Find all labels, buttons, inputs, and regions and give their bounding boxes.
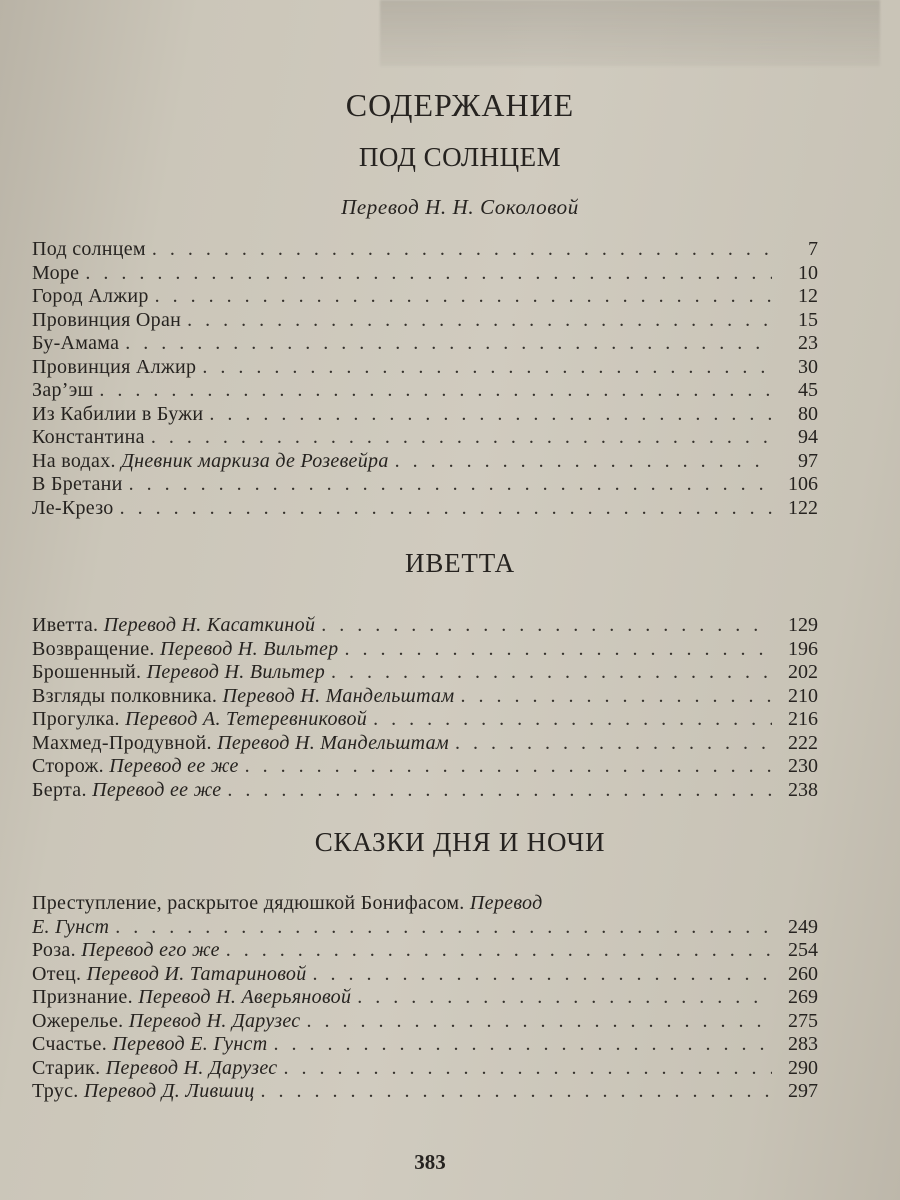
dot-leader <box>261 1080 772 1104</box>
dot-leader <box>187 309 772 333</box>
dot-leader <box>395 450 772 474</box>
toc-entry-title <box>32 638 338 662</box>
toc-entry <box>32 497 818 521</box>
toc-entry-work-title: Признание. <box>32 986 133 1008</box>
toc-entry-page: 238 <box>788 778 818 801</box>
dot-leader <box>152 238 772 262</box>
toc-entry-work-title: Провинция Алжир <box>32 355 197 378</box>
toc-entry-page: 80 <box>798 402 818 425</box>
toc-entry-note: Перевод его же <box>81 939 220 961</box>
dot-leader <box>85 262 772 286</box>
toc-entry <box>32 1010 818 1034</box>
dot-leader <box>373 708 772 732</box>
toc-entry-title <box>32 285 149 309</box>
toc-entry <box>32 614 818 638</box>
dot-leader <box>331 661 772 685</box>
dot-leader <box>226 939 772 963</box>
toc-entry-note: Перевод А. Тетеревниковой <box>125 708 368 730</box>
toc-entry-work-title: Берта. <box>32 778 87 801</box>
section-title-skazki: СКАЗКИ ДНЯ И НОЧИ <box>314 827 606 857</box>
toc-entry-note: Перевод Н. Аверьяновой <box>138 986 352 1008</box>
toc-entry-title <box>32 661 325 685</box>
toc-entry <box>32 332 818 356</box>
dot-leader <box>227 779 772 803</box>
toc-entry-title <box>32 262 79 286</box>
toc-entry <box>32 708 818 732</box>
dot-leader <box>129 473 772 497</box>
dot-leader <box>151 426 772 450</box>
toc-entry <box>32 939 818 963</box>
toc-entry-note: Перевод Е. Гунст <box>112 1033 268 1055</box>
toc-entry <box>32 963 818 987</box>
toc-entry-work-title: Махмед-Продувной. <box>32 731 212 754</box>
toc-entry-title <box>32 779 221 803</box>
section-title-pod-solncem: ПОД СОЛНЦЕМ <box>358 142 562 172</box>
toc-entry-title <box>32 939 220 963</box>
toc-entry-page: 210 <box>788 684 818 707</box>
toc-entry-title <box>32 450 389 474</box>
toc-entry-page: 12 <box>798 285 818 307</box>
dot-leader <box>115 916 772 940</box>
toc-entry-page: 222 <box>788 731 818 754</box>
toc-entry-note: Перевод Д. Лившиц <box>83 1080 255 1102</box>
dot-leader <box>245 755 772 779</box>
toc-entry <box>32 238 818 262</box>
toc-entry-page: 260 <box>788 962 818 985</box>
toc-entry-title <box>32 1080 255 1104</box>
toc-entry-work-title: Бу-Амама <box>32 332 120 354</box>
toc-entry-title <box>32 356 196 380</box>
toc-entry-work-title: Иветта. <box>32 614 99 636</box>
toc-entry-title <box>32 614 315 638</box>
toc-entry-title <box>32 238 146 262</box>
toc-entry <box>32 986 818 1010</box>
toc-entry-page: 283 <box>788 1033 818 1055</box>
toc-entry-title <box>32 426 145 450</box>
toc-entry-note: Перевод Н. Дарузес <box>128 1009 301 1032</box>
toc-entry <box>32 473 818 497</box>
toc-entry-title <box>32 1010 300 1034</box>
toc-entry-page: 290 <box>788 1056 818 1079</box>
toc-entry-work-title: Из Кабилии в Бужи <box>32 402 204 425</box>
toc-entry-work-title: Зар’эш <box>32 379 94 401</box>
toc-entry <box>32 403 818 427</box>
toc-entry-title <box>32 986 351 1010</box>
toc-entry-title <box>32 1057 277 1081</box>
toc-entry-note: Перевод Н. Дарузес <box>105 1056 278 1079</box>
toc-entry-note: Дневник маркиза де Розевейра <box>121 449 389 472</box>
toc-entry-title <box>32 473 123 497</box>
table-of-contents <box>32 78 818 1104</box>
toc-entry-title <box>32 497 114 521</box>
toc-entry-page: 202 <box>788 661 818 683</box>
dot-leader <box>202 356 772 380</box>
toc-entry-title <box>32 309 181 333</box>
toc-entry-work-title: Ле-Крезо <box>32 496 114 519</box>
dot-leader <box>313 963 772 987</box>
toc-entry-note: Перевод ее же <box>92 778 222 801</box>
dot-leader <box>460 685 772 709</box>
toc-entry-work-title: Трус. <box>32 1080 79 1102</box>
toc-entry-note: Перевод Н. Вильтер <box>160 637 339 660</box>
toc-entry <box>32 638 818 662</box>
toc-entry-work-title: Прогулка. <box>32 708 120 730</box>
dot-leader <box>344 638 772 662</box>
bleed-through-text <box>380 0 880 66</box>
toc-entry-page: 45 <box>798 379 818 401</box>
section-title-ivetta: ИВЕТТА <box>405 548 515 578</box>
toc-entry-work-title: Сторож. <box>32 755 104 777</box>
toc-entry-page: 269 <box>788 986 818 1008</box>
toc-entry-page: 94 <box>798 426 818 448</box>
toc-entry-page: 122 <box>788 496 818 519</box>
toc-entry-page: 106 <box>788 473 818 495</box>
toc-entry-title <box>32 892 543 916</box>
toc-entry <box>32 1057 818 1081</box>
dot-leader <box>125 332 772 356</box>
dot-leader <box>357 986 772 1010</box>
toc-entry-title <box>32 963 307 987</box>
toc-entry-note: Перевод Н. Мандельштам <box>217 731 450 754</box>
toc-entry <box>32 1033 818 1057</box>
toc-entry <box>32 755 818 779</box>
toc-entry-page: 23 <box>798 332 818 354</box>
toc-entry-page: 30 <box>798 355 818 378</box>
toc-entry-title <box>32 403 203 427</box>
toc-entry-work-title: Провинция Оран <box>32 308 182 331</box>
toc-entry-work-title: Под солнцем <box>32 238 146 260</box>
contents-heading: СОДЕРЖАНИЕ <box>345 87 575 123</box>
toc-entry-work-title: Ожерелье. <box>32 1009 124 1032</box>
toc-entry <box>32 285 818 309</box>
toc-entry-work-title: Море <box>32 261 80 284</box>
toc-entry-page: 230 <box>788 755 818 777</box>
dot-leader <box>283 1057 772 1081</box>
toc-entry-work-title: На водах. <box>32 449 116 472</box>
toc-entry-work-title: Старик. <box>32 1056 101 1079</box>
toc-entry-work-title: В Бретани <box>32 473 123 495</box>
toc-entry-page: 254 <box>788 939 818 961</box>
section-entries-skazki <box>32 892 818 1104</box>
toc-entry-page: 196 <box>788 637 818 660</box>
section-entries-ivetta <box>32 614 818 802</box>
toc-entry <box>32 661 818 685</box>
dot-leader <box>209 403 772 427</box>
toc-entry <box>32 309 818 333</box>
toc-entry-page: 97 <box>798 449 818 472</box>
toc-entry <box>32 356 818 380</box>
toc-entry-work-title: Счастье. <box>32 1033 108 1055</box>
section-entries-pod-solncem <box>32 238 818 520</box>
toc-entry <box>32 779 818 803</box>
toc-entry-page: 129 <box>788 614 818 636</box>
toc-entry-page: 216 <box>788 708 818 730</box>
toc-entry-work-title: Роза. <box>32 939 76 961</box>
toc-entry-note: Перевод Н. Касаткиной <box>103 614 316 636</box>
toc-entry <box>32 426 818 450</box>
toc-entry-work-title: Константина <box>32 426 145 448</box>
toc-entry-note: Перевод Н. Вильтер <box>146 661 326 683</box>
toc-entry-page: 7 <box>808 238 818 260</box>
toc-entry-page: 297 <box>788 1080 818 1102</box>
toc-entry-page: 15 <box>798 308 818 331</box>
toc-entry-note: Перевод И. Татариновой <box>86 962 307 985</box>
dot-leader <box>306 1010 772 1034</box>
toc-entry-note: Перевод <box>469 892 543 914</box>
toc-entry <box>32 892 818 916</box>
dot-leader <box>321 614 772 638</box>
toc-entry <box>32 262 818 286</box>
toc-entry-title <box>32 685 454 709</box>
toc-entry-work-title: Город Алжир <box>32 285 149 307</box>
dot-leader <box>99 379 772 403</box>
toc-entry-title <box>32 379 93 403</box>
toc-entry-title <box>32 732 449 756</box>
toc-entry <box>32 732 818 756</box>
toc-entry-title <box>32 1033 267 1057</box>
page-number: 383 <box>414 1150 446 1174</box>
toc-entry-work-title: Взгляды полковника. <box>32 684 218 707</box>
toc-entry-work-title: Отец. <box>32 962 82 985</box>
toc-entry-title <box>32 916 109 940</box>
toc-entry-page: 275 <box>788 1009 818 1032</box>
toc-entry <box>32 916 818 940</box>
toc-entry <box>32 685 818 709</box>
toc-entry-work-title: Брошенный. <box>32 661 142 683</box>
toc-entry-note: Перевод ее же <box>109 755 239 777</box>
toc-entry-page: 10 <box>798 261 818 284</box>
toc-entry-note: Перевод Н. Мандельштам <box>222 684 455 707</box>
toc-entry-title <box>32 332 119 356</box>
toc-entry <box>32 379 818 403</box>
toc-entry-work-title: Преступление, раскрытое дядюшкой Бонифасом. <box>32 892 465 914</box>
toc-entry-page: 249 <box>788 915 818 938</box>
dot-leader <box>455 732 772 756</box>
toc-entry <box>32 1080 818 1104</box>
toc-entry <box>32 450 818 474</box>
dot-leader <box>120 497 772 521</box>
toc-entry-work-title: Возвращение. <box>32 637 155 660</box>
toc-entry-title <box>32 708 367 732</box>
toc-entry-title <box>32 755 239 779</box>
toc-entry-note: Е. Гунст <box>32 915 110 938</box>
dot-leader <box>155 285 772 309</box>
section-translator: Перевод Н. Н. Соколовой <box>341 195 579 219</box>
dot-leader <box>273 1033 772 1057</box>
